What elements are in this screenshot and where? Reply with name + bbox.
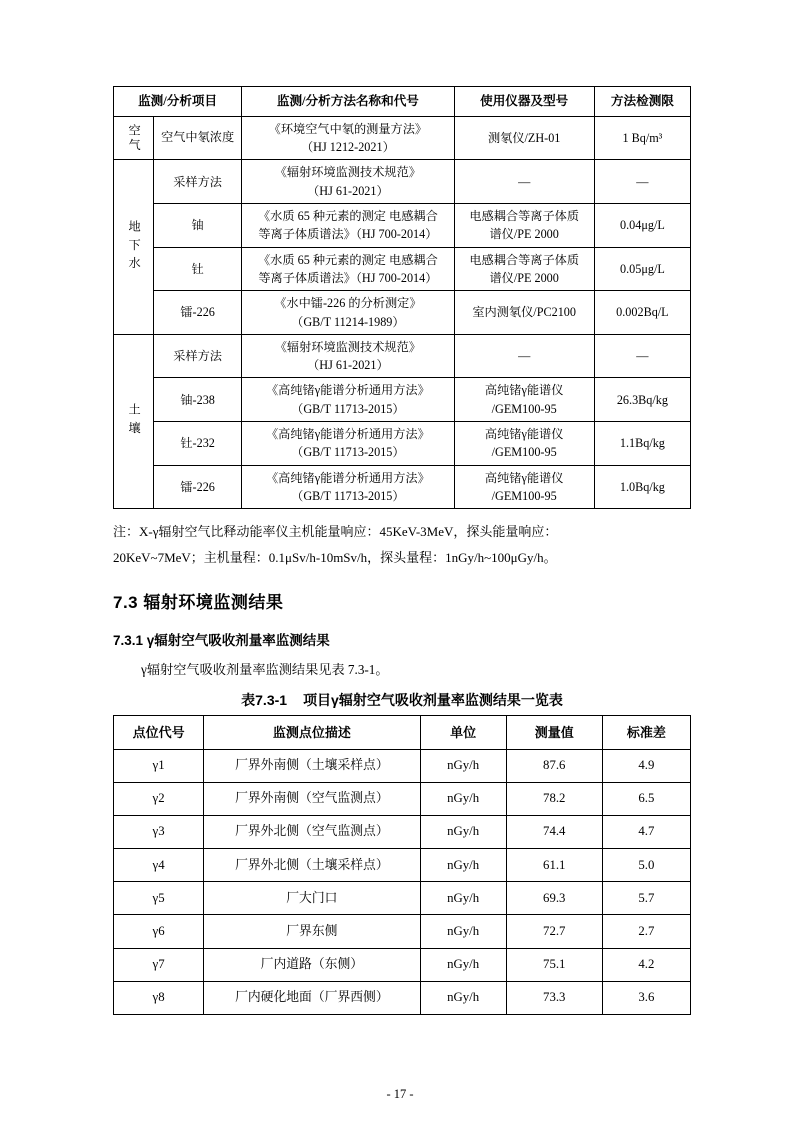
- subsection-heading: 7.3.1 γ辐射空气吸收剂量率监测结果: [113, 632, 330, 648]
- note-line-1: 注：X-γ辐射空气比释动能率仪主机能量响应：45KeV-3MeV，探头能量响应：: [113, 524, 558, 540]
- column-header-unit: 单位: [420, 716, 506, 750]
- table-row: [114, 915, 691, 948]
- point-sd: 5.7: [602, 882, 690, 915]
- group-label-soil: 土壤: [114, 334, 154, 508]
- point-description: 厂界东侧: [204, 915, 420, 948]
- point-sd: 2.7: [602, 915, 690, 948]
- column-header-description: 监测点位描述: [204, 716, 420, 750]
- instrument-name: 电感耦合等离子体质 谱仪/PE 2000: [454, 204, 594, 248]
- detection-limit: —: [594, 160, 690, 204]
- table-row: [114, 378, 691, 422]
- table-row: [114, 948, 691, 981]
- instrument-name: 高纯锗γ能谱仪 /GEM100-95: [454, 378, 594, 422]
- page-content: [113, 86, 691, 1015]
- item-name: 采样方法: [154, 334, 242, 378]
- point-sd: 6.5: [602, 782, 690, 815]
- column-header-item: 监测/分析项目: [114, 87, 242, 117]
- detection-limit: 1 Bq/m³: [594, 116, 690, 160]
- point-unit: nGy/h: [420, 782, 506, 815]
- point-code: γ6: [114, 915, 204, 948]
- instrument-name: —: [454, 334, 594, 378]
- table-row: [114, 334, 691, 378]
- point-description: 厂界外北侧（土壤采样点）: [204, 849, 420, 882]
- item-name: 镭-226: [154, 291, 242, 335]
- instrument-name: 测氡仪/ZH-01: [454, 116, 594, 160]
- point-value: 69.3: [506, 882, 602, 915]
- item-name: 镭-226: [154, 465, 242, 509]
- item-name: 钍-232: [154, 422, 242, 466]
- table-row: [114, 291, 691, 335]
- point-unit: nGy/h: [420, 815, 506, 848]
- method-name: 《水中镭-226 的分析测定》 （GB/T 11214-1989）: [242, 291, 454, 335]
- table-caption-text: 项目γ辐射空气吸收剂量率监测结果一览表: [303, 692, 563, 708]
- gamma-dose-result-table: [113, 715, 691, 1015]
- detection-limit: 0.04μg/L: [594, 204, 690, 248]
- section-paragraph: γ辐射空气吸收剂量率监测结果见表 7.3-1。: [141, 661, 389, 677]
- column-header-method: 监测/分析方法名称和代号: [242, 87, 454, 117]
- point-sd: 5.0: [602, 849, 690, 882]
- table-row: [114, 882, 691, 915]
- item-name: 空气中氡浓度: [154, 116, 242, 160]
- point-description: 厂大门口: [204, 882, 420, 915]
- point-description: 厂界外南侧（土壤采样点）: [204, 749, 420, 782]
- point-value: 61.1: [506, 849, 602, 882]
- table-caption: [113, 690, 691, 710]
- point-unit: nGy/h: [420, 981, 506, 1014]
- item-name: 铀-238: [154, 378, 242, 422]
- table-caption-number: 表7.3-1: [241, 692, 288, 708]
- point-description: 厂界外北侧（空气监测点）: [204, 815, 420, 848]
- monitoring-method-table: [113, 86, 691, 509]
- column-header-instrument: 使用仪器及型号: [454, 87, 594, 117]
- point-unit: nGy/h: [420, 948, 506, 981]
- column-header-limit: 方法检测限: [594, 87, 690, 117]
- method-name: 《辐射环境监测技术规范》 （HJ 61-2021）: [242, 160, 454, 204]
- point-value: 73.3: [506, 981, 602, 1014]
- point-value: 74.4: [506, 815, 602, 848]
- method-name: 《高纯锗γ能谱分析通用方法》 （GB/T 11713-2015）: [242, 422, 454, 466]
- point-code: γ1: [114, 749, 204, 782]
- table-row: [114, 247, 691, 291]
- note-line-2: 20KeV~7MeV；主机量程：0.1μSv/h-10mSv/h，探头量程：1nGy/h~100μGy/h。: [113, 549, 557, 565]
- item-name: 采样方法: [154, 160, 242, 204]
- table-row: [114, 160, 691, 204]
- point-sd: 3.6: [602, 981, 690, 1014]
- point-sd: 4.2: [602, 948, 690, 981]
- section-heading: 7.3 辐射环境监测结果: [113, 592, 284, 612]
- point-code: γ3: [114, 815, 204, 848]
- detection-limit: 0.05μg/L: [594, 247, 690, 291]
- table-note: [113, 519, 691, 570]
- item-name: 铀: [154, 204, 242, 248]
- point-code: γ8: [114, 981, 204, 1014]
- method-name: 《高纯锗γ能谱分析通用方法》 （GB/T 11713-2015）: [242, 465, 454, 509]
- point-value: 78.2: [506, 782, 602, 815]
- point-code: γ5: [114, 882, 204, 915]
- detection-limit: 1.1Bq/kg: [594, 422, 690, 466]
- detection-limit: —: [594, 334, 690, 378]
- detection-limit: 1.0Bq/kg: [594, 465, 690, 509]
- point-code: γ4: [114, 849, 204, 882]
- table-row: [114, 849, 691, 882]
- instrument-name: 高纯锗γ能谱仪 /GEM100-95: [454, 422, 594, 466]
- table-row: [114, 749, 691, 782]
- group-label-air: 空气: [114, 116, 154, 160]
- point-value: 87.6: [506, 749, 602, 782]
- point-unit: nGy/h: [420, 915, 506, 948]
- point-value: 75.1: [506, 948, 602, 981]
- table-row: [114, 782, 691, 815]
- point-value: 72.7: [506, 915, 602, 948]
- table-row: [114, 422, 691, 466]
- point-description: 厂内硬化地面（厂界西侧）: [204, 981, 420, 1014]
- detection-limit: 0.002Bq/L: [594, 291, 690, 335]
- point-sd: 4.7: [602, 815, 690, 848]
- table-row: [114, 204, 691, 248]
- method-name: 《辐射环境监测技术规范》 （HJ 61-2021）: [242, 334, 454, 378]
- point-code: γ7: [114, 948, 204, 981]
- method-name: 《水质 65 种元素的测定 电感耦合 等离子体质谱法》（HJ 700-2014）: [242, 247, 454, 291]
- table-header-row: [114, 87, 691, 117]
- method-name: 《环境空气中氡的测量方法》 （HJ 1212-2021）: [242, 116, 454, 160]
- table-row: [114, 465, 691, 509]
- column-header-code: 点位代号: [114, 716, 204, 750]
- instrument-name: 高纯锗γ能谱仪 /GEM100-95: [454, 465, 594, 509]
- method-name: 《高纯锗γ能谱分析通用方法》 （GB/T 11713-2015）: [242, 378, 454, 422]
- point-description: 厂内道路（东侧）: [204, 948, 420, 981]
- page-number: - 17 -: [386, 1087, 414, 1101]
- instrument-name: 室内测氡仪/PC2100: [454, 291, 594, 335]
- point-description: 厂界外南侧（空气监测点）: [204, 782, 420, 815]
- point-unit: nGy/h: [420, 749, 506, 782]
- point-unit: nGy/h: [420, 882, 506, 915]
- column-header-sd: 标准差: [602, 716, 690, 750]
- table-header-row: [114, 716, 691, 750]
- table-row: [114, 815, 691, 848]
- column-header-value: 测量值: [506, 716, 602, 750]
- point-unit: nGy/h: [420, 849, 506, 882]
- point-sd: 4.9: [602, 749, 690, 782]
- detection-limit: 26.3Bq/kg: [594, 378, 690, 422]
- method-name: 《水质 65 种元素的测定 电感耦合 等离子体质谱法》（HJ 700-2014）: [242, 204, 454, 248]
- instrument-name: 电感耦合等离子体质 谱仪/PE 2000: [454, 247, 594, 291]
- table-row: [114, 116, 691, 160]
- instrument-name: —: [454, 160, 594, 204]
- table-row: [114, 981, 691, 1014]
- item-name: 钍: [154, 247, 242, 291]
- group-label-groundwater: 地下水: [114, 160, 154, 334]
- point-code: γ2: [114, 782, 204, 815]
